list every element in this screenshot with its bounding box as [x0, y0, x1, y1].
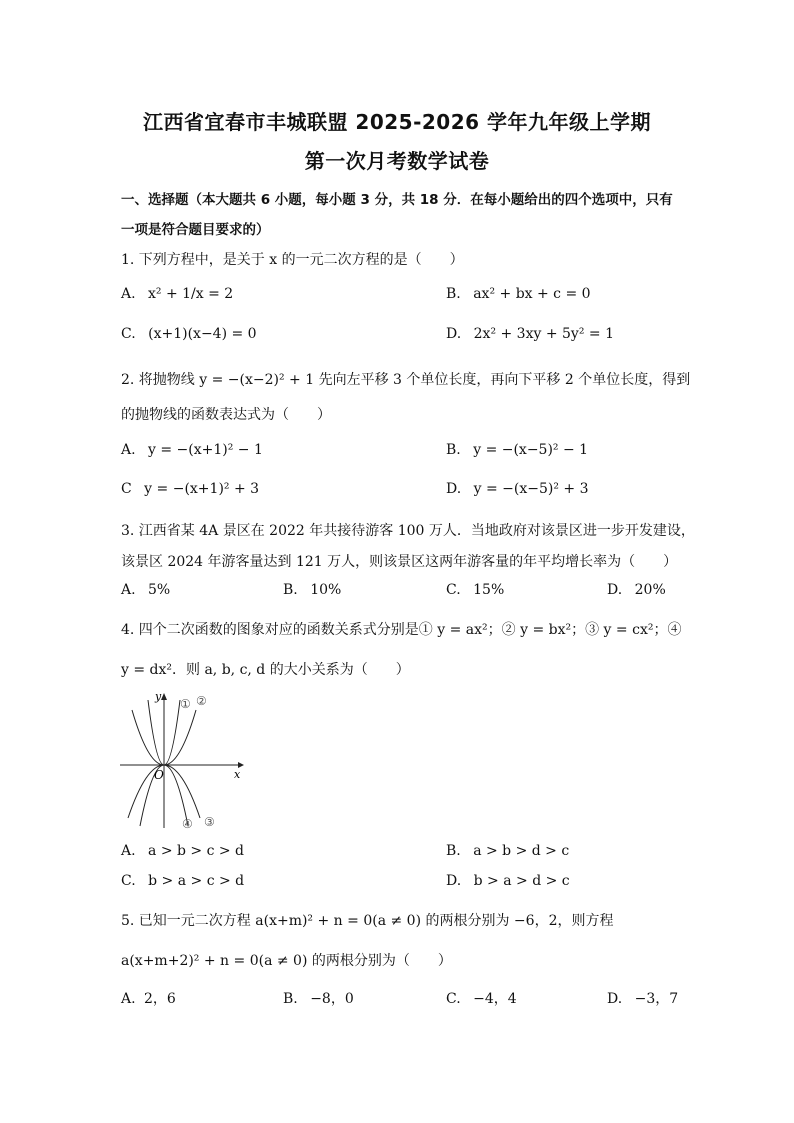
- q4-option-c-label: C.: [121, 873, 136, 889]
- y-axis-label: y: [155, 690, 162, 703]
- q3-option-a-text: 5%: [148, 582, 171, 598]
- q2-option-a[interactable]: [121, 442, 263, 458]
- q3-option-c-text: 15%: [473, 582, 505, 598]
- q1-option-b[interactable]: [446, 286, 591, 302]
- q3-option-d-text: 20%: [634, 582, 666, 598]
- q1-option-c-label: C.: [121, 326, 136, 342]
- q5-option-a-text: 2，6: [144, 991, 176, 1007]
- curve-3-label: ③: [204, 815, 215, 829]
- q1-option-a[interactable]: [121, 286, 233, 302]
- q4-option-d-text: b > a > d > c: [473, 873, 570, 889]
- q5-option-b-text: −8，0: [310, 991, 354, 1007]
- q4-option-a-text: a > b > c > d: [148, 843, 245, 859]
- curve-1-label: ①: [180, 697, 191, 711]
- q2-option-a-label: A.: [121, 442, 136, 458]
- q3-option-b-text: 10%: [310, 582, 342, 598]
- q2-option-c-label: C: [121, 481, 132, 497]
- q5-option-d-label: D.: [607, 991, 623, 1007]
- q4-option-d-label: D.: [446, 873, 462, 889]
- q2-option-c-text: y = −(x+1)² + 3: [144, 481, 260, 497]
- q1-option-d-label: D.: [446, 326, 462, 342]
- q4-option-b[interactable]: [446, 843, 569, 859]
- q3-option-a[interactable]: [121, 582, 170, 598]
- q3-option-d[interactable]: [607, 582, 666, 598]
- parabola-graph: [118, 688, 248, 830]
- q1-option-d-text: 2x² + 3xy + 5y² = 1: [473, 326, 614, 342]
- q4-stem-line1: 4. 四个二次函数的图象对应的函数关系式分别是① y = ax²；② y = bx²；③ y = cx²；④: [121, 622, 682, 638]
- q2-option-b-text: y = −(x−5)² − 1: [473, 442, 589, 458]
- q3-option-c[interactable]: [446, 582, 504, 598]
- q2-option-c[interactable]: [121, 481, 259, 497]
- q2-stem-line2: 的抛物线的函数表达式为（ ）: [121, 407, 331, 423]
- q4-option-d[interactable]: [446, 873, 570, 889]
- q1-option-d[interactable]: [446, 326, 614, 342]
- q4-option-b-label: B.: [446, 843, 461, 859]
- q4-option-c[interactable]: [121, 873, 244, 889]
- q4-option-b-text: a > b > d > c: [473, 843, 570, 859]
- q5-option-a[interactable]: [121, 988, 176, 1008]
- q5-option-d[interactable]: [607, 988, 678, 1008]
- q3-option-a-label: A.: [121, 582, 136, 598]
- q5-option-b[interactable]: [283, 988, 354, 1008]
- q5-stem-line2: a(x+m+2)² + n = 0(a ≠ 0) 的两根分别为（ ）: [121, 953, 452, 969]
- page-title-line1: 江西省宜春市丰城联盟 2025-2026 学年九年级上学期: [142, 110, 652, 134]
- q2-stem-line1: 2. 将抛物线 y = −(x−2)² + 1 先向左平移 3 个单位长度，再向下平移 2 个单位长度，得到: [121, 372, 691, 388]
- q5-option-a-label: A.: [121, 991, 136, 1007]
- q3-stem-line1: 3. 江西省某 4A 景区在 2022 年共接待游客 100 万人．当地政府对该景区进一步开发建设，: [121, 523, 695, 539]
- q3-option-d-label: D.: [607, 582, 623, 598]
- q1-option-c-text: (x+1)(x−4) = 0: [148, 326, 257, 342]
- curve-2-label: ②: [196, 694, 207, 708]
- x-axis-label: x: [234, 768, 241, 781]
- q4-option-a[interactable]: [121, 843, 244, 859]
- q2-option-d-text: y = −(x−5)² + 3: [473, 481, 589, 497]
- page-title-line2: 第一次月考数学试卷: [304, 149, 490, 173]
- q3-option-b-label: B.: [283, 582, 298, 598]
- q3-option-c-label: C.: [446, 582, 461, 598]
- q5-option-c-label: C.: [446, 991, 461, 1007]
- origin-label: O: [154, 768, 164, 782]
- q4-stem-line2: y = dx²．则 a, b, c, d 的大小关系为（ ）: [121, 662, 410, 678]
- section-heading-line2: 一项是符合题目要求的）: [121, 222, 270, 238]
- q1-option-b-label: B.: [446, 286, 461, 302]
- section-heading-line1: 一、选择题（本大题共 6 小题，每小题 3 分，共 18 分．在每小题给出的四个选项中，只有: [121, 192, 673, 208]
- q1-stem: 1. 下列方程中，是关于 x 的一元二次方程的是（ ）: [121, 252, 464, 268]
- curve-4-label: ④: [182, 817, 193, 830]
- q3-option-b[interactable]: [283, 582, 341, 598]
- q4-option-a-label: A.: [121, 843, 136, 859]
- q2-option-a-text: y = −(x+1)² − 1: [148, 442, 263, 458]
- q2-option-b-label: B.: [446, 442, 461, 458]
- q5-stem-line1: 5. 已知一元二次方程 a(x+m)² + n = 0(a ≠ 0) 的两根分别为 −6，2，则方程: [121, 913, 614, 929]
- q4-option-c-text: b > a > c > d: [148, 873, 245, 889]
- q3-stem-line2: 该景区 2024 年游客量达到 121 万人，则该景区这两年游客量的年平均增长率为（ ）: [121, 554, 678, 570]
- q2-option-d[interactable]: [446, 481, 589, 497]
- q1-option-b-text: ax² + bx + c = 0: [473, 286, 591, 302]
- q5-option-c[interactable]: [446, 988, 517, 1008]
- q5-option-d-text: −3，7: [634, 991, 679, 1007]
- q2-option-d-label: D.: [446, 481, 462, 497]
- q1-option-c[interactable]: [121, 326, 257, 342]
- y-axis-arrow: [161, 693, 167, 700]
- q1-option-a-label: A.: [121, 286, 136, 302]
- q2-option-b[interactable]: [446, 442, 588, 458]
- q5-option-b-label: B.: [283, 991, 298, 1007]
- q5-option-c-text: −4，4: [473, 991, 517, 1007]
- q1-option-a-text: x² + 1/x = 2: [148, 286, 234, 302]
